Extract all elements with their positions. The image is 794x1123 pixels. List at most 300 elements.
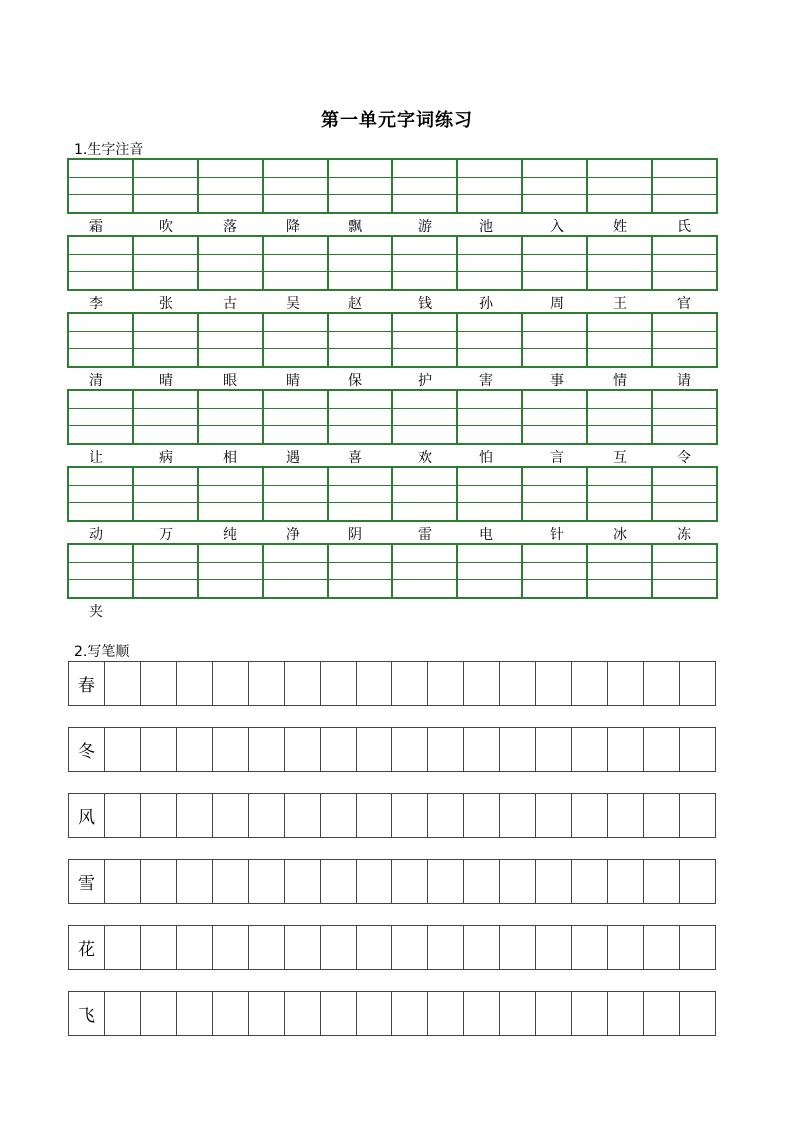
stroke-cell[interactable] [104, 926, 140, 969]
stroke-character: 冬 [77, 742, 95, 762]
pinyin-cell[interactable] [522, 313, 587, 331]
stroke-cell[interactable] [248, 662, 284, 705]
pinyin-cell[interactable] [392, 390, 457, 408]
stroke-cell[interactable] [607, 860, 643, 903]
pinyin-cell[interactable] [328, 349, 393, 367]
pinyin-cell[interactable] [392, 331, 457, 349]
pinyin-cell[interactable] [198, 236, 263, 254]
pinyin-cell[interactable] [392, 272, 457, 290]
vocab-character: 喜 [348, 450, 362, 466]
pinyin-cell[interactable] [652, 159, 717, 177]
stroke-cell[interactable] [212, 926, 248, 969]
pinyin-cell[interactable] [198, 408, 263, 426]
stroke-cell[interactable] [679, 926, 715, 969]
pinyin-cell[interactable] [457, 562, 522, 580]
stroke-cell[interactable] [463, 662, 499, 705]
pinyin-cell[interactable] [652, 272, 717, 290]
stroke-cell[interactable] [391, 926, 427, 969]
stroke-cell[interactable] [320, 662, 356, 705]
pinyin-cell[interactable] [198, 272, 263, 290]
pinyin-cell[interactable] [133, 331, 198, 349]
pinyin-cell[interactable] [68, 408, 133, 426]
stroke-cell[interactable] [427, 728, 463, 771]
pinyin-cell[interactable] [328, 503, 393, 521]
pinyin-cell[interactable] [328, 485, 393, 503]
pinyin-cell[interactable] [652, 485, 717, 503]
pinyin-cell[interactable] [133, 408, 198, 426]
stroke-cell[interactable] [535, 728, 571, 771]
stroke-cell[interactable] [176, 992, 212, 1035]
stroke-cell[interactable] [571, 728, 607, 771]
pinyin-cell[interactable] [198, 503, 263, 521]
stroke-cell[interactable] [391, 728, 427, 771]
pinyin-cell[interactable] [133, 467, 198, 485]
character-row [67, 368, 718, 389]
pinyin-cell[interactable] [133, 544, 198, 562]
stroke-cell[interactable] [499, 794, 535, 837]
pinyin-cell[interactable] [68, 562, 133, 580]
stroke-cell[interactable] [284, 992, 320, 1035]
pinyin-cell[interactable] [263, 426, 328, 444]
pinyin-cell[interactable] [522, 254, 587, 272]
stroke-cell[interactable] [248, 926, 284, 969]
pinyin-cell[interactable] [587, 349, 652, 367]
pinyin-cell[interactable] [328, 390, 393, 408]
pinyin-cell[interactable] [198, 331, 263, 349]
pinyin-cell[interactable] [263, 236, 328, 254]
pinyin-cell[interactable] [68, 485, 133, 503]
stroke-cell[interactable] [140, 794, 176, 837]
stroke-cell[interactable] [643, 794, 679, 837]
stroke-cell[interactable] [284, 728, 320, 771]
pinyin-cell[interactable] [198, 254, 263, 272]
stroke-cell[interactable] [104, 860, 140, 903]
stroke-cell[interactable] [427, 662, 463, 705]
stroke-cell[interactable] [176, 926, 212, 969]
stroke-cell[interactable] [499, 992, 535, 1035]
pinyin-cell[interactable] [652, 580, 717, 598]
pinyin-cell[interactable] [392, 467, 457, 485]
pinyin-cell[interactable] [392, 236, 457, 254]
stroke-cell[interactable] [463, 794, 499, 837]
pinyin-cell[interactable] [522, 272, 587, 290]
stroke-cell[interactable] [571, 926, 607, 969]
pinyin-cell[interactable] [522, 426, 587, 444]
pinyin-cell[interactable] [198, 349, 263, 367]
pinyin-cell[interactable] [392, 503, 457, 521]
pinyin-writing-grid [67, 543, 718, 599]
stroke-cell[interactable] [391, 860, 427, 903]
stroke-cell[interactable] [499, 728, 535, 771]
pinyin-cell[interactable] [587, 177, 652, 195]
pinyin-cell[interactable] [457, 236, 522, 254]
pinyin-cell[interactable] [133, 313, 198, 331]
pinyin-cell[interactable] [263, 562, 328, 580]
stroke-cell[interactable] [535, 794, 571, 837]
stroke-cell[interactable] [140, 662, 176, 705]
pinyin-cell[interactable] [457, 313, 522, 331]
pinyin-cell[interactable] [457, 580, 522, 598]
pinyin-cell[interactable] [198, 544, 263, 562]
pinyin-cell[interactable] [652, 467, 717, 485]
pinyin-cell[interactable] [263, 467, 328, 485]
pinyin-cell[interactable] [652, 331, 717, 349]
pinyin-cell[interactable] [68, 313, 133, 331]
pinyin-cell[interactable] [263, 159, 328, 177]
stroke-cell[interactable] [140, 860, 176, 903]
stroke-cell[interactable] [679, 662, 715, 705]
pinyin-cell[interactable] [263, 580, 328, 598]
pinyin-writing-grid [67, 466, 718, 522]
pinyin-cell[interactable] [457, 331, 522, 349]
pinyin-cell[interactable] [522, 408, 587, 426]
stroke-cell[interactable] [284, 860, 320, 903]
pinyin-cell[interactable] [587, 485, 652, 503]
stroke-cell[interactable] [176, 728, 212, 771]
stroke-cell[interactable] [248, 860, 284, 903]
pinyin-cell[interactable] [652, 408, 717, 426]
pinyin-cell[interactable] [587, 390, 652, 408]
stroke-cell[interactable] [391, 794, 427, 837]
pinyin-cell[interactable] [522, 177, 587, 195]
stroke-cell[interactable] [463, 860, 499, 903]
pinyin-cell[interactable] [68, 272, 133, 290]
pinyin-cell[interactable] [587, 503, 652, 521]
stroke-cell[interactable] [679, 992, 715, 1035]
stroke-cell[interactable] [176, 794, 212, 837]
pinyin-cell[interactable] [68, 177, 133, 195]
pinyin-cell[interactable] [587, 544, 652, 562]
pinyin-cell[interactable] [133, 195, 198, 213]
stroke-order-row [68, 793, 716, 838]
vocab-character: 保 [348, 373, 362, 389]
stroke-cell[interactable] [427, 926, 463, 969]
stroke-cell[interactable] [571, 662, 607, 705]
pinyin-cell[interactable] [457, 177, 522, 195]
pinyin-cell[interactable] [133, 159, 198, 177]
pinyin-cell[interactable] [263, 313, 328, 331]
pinyin-cell[interactable] [263, 544, 328, 562]
character-row [67, 291, 718, 312]
pinyin-cell[interactable] [392, 159, 457, 177]
stroke-cell[interactable] [212, 794, 248, 837]
stroke-cell[interactable] [643, 860, 679, 903]
pinyin-cell[interactable] [133, 390, 198, 408]
stroke-cell[interactable] [679, 794, 715, 837]
stroke-cell[interactable] [499, 662, 535, 705]
pinyin-cell[interactable] [328, 177, 393, 195]
stroke-cell[interactable] [356, 662, 392, 705]
pinyin-cell[interactable] [68, 236, 133, 254]
pinyin-cell[interactable] [522, 485, 587, 503]
stroke-cell[interactable] [248, 728, 284, 771]
pinyin-cell[interactable] [328, 408, 393, 426]
stroke-cell[interactable] [571, 992, 607, 1035]
pinyin-cell[interactable] [68, 544, 133, 562]
pinyin-cell[interactable] [198, 159, 263, 177]
pinyin-cell[interactable] [587, 236, 652, 254]
pinyin-cell[interactable] [392, 485, 457, 503]
pinyin-cell[interactable] [328, 159, 393, 177]
pinyin-cell[interactable] [457, 390, 522, 408]
stroke-cell[interactable] [535, 662, 571, 705]
pinyin-cell[interactable] [68, 159, 133, 177]
pinyin-cell[interactable] [392, 313, 457, 331]
stroke-cell[interactable] [176, 662, 212, 705]
pinyin-cell[interactable] [392, 408, 457, 426]
pinyin-cell[interactable] [652, 236, 717, 254]
stroke-character: 风 [77, 808, 95, 828]
stroke-cell[interactable] [320, 728, 356, 771]
stroke-order-row [68, 991, 716, 1036]
pinyin-cell[interactable] [133, 580, 198, 598]
stroke-cell[interactable] [499, 860, 535, 903]
stroke-cell[interactable] [284, 794, 320, 837]
vocab-character: 怕 [479, 450, 493, 466]
pinyin-cell[interactable] [392, 562, 457, 580]
pinyin-cell[interactable] [328, 467, 393, 485]
stroke-cell[interactable] [607, 794, 643, 837]
pinyin-cell[interactable] [328, 236, 393, 254]
pinyin-cell[interactable] [587, 195, 652, 213]
pinyin-cell[interactable] [328, 562, 393, 580]
pinyin-cell[interactable] [587, 331, 652, 349]
pinyin-cell[interactable] [328, 331, 393, 349]
pinyin-cell[interactable] [263, 408, 328, 426]
pinyin-cell[interactable] [587, 562, 652, 580]
pinyin-cell[interactable] [652, 195, 717, 213]
pinyin-cell[interactable] [652, 562, 717, 580]
stroke-cell[interactable] [643, 728, 679, 771]
pinyin-writing-grid [67, 312, 718, 368]
pinyin-cell[interactable] [68, 349, 133, 367]
stroke-cell[interactable] [320, 860, 356, 903]
pinyin-cell[interactable] [522, 503, 587, 521]
pinyin-cell[interactable] [587, 580, 652, 598]
stroke-cell[interactable] [212, 860, 248, 903]
stroke-cell[interactable] [212, 662, 248, 705]
pinyin-cell[interactable] [587, 426, 652, 444]
pinyin-cell[interactable] [133, 426, 198, 444]
pinyin-group [67, 466, 718, 543]
pinyin-cell[interactable] [457, 485, 522, 503]
pinyin-cell[interactable] [522, 580, 587, 598]
stroke-cell[interactable] [643, 926, 679, 969]
pinyin-cell[interactable] [328, 580, 393, 598]
pinyin-cell[interactable] [133, 272, 198, 290]
pinyin-cell[interactable] [522, 159, 587, 177]
pinyin-cell[interactable] [652, 544, 717, 562]
vocab-character: 游 [418, 219, 432, 235]
stroke-cell[interactable] [320, 992, 356, 1035]
pinyin-cell[interactable] [328, 426, 393, 444]
pinyin-cell[interactable] [457, 408, 522, 426]
stroke-cell[interactable] [212, 728, 248, 771]
pinyin-cell[interactable] [68, 503, 133, 521]
stroke-cell[interactable] [248, 992, 284, 1035]
stroke-cell[interactable] [284, 662, 320, 705]
pinyin-cell[interactable] [263, 177, 328, 195]
pinyin-cell[interactable] [457, 503, 522, 521]
pinyin-cell[interactable] [652, 177, 717, 195]
pinyin-cell[interactable] [198, 580, 263, 598]
stroke-cell[interactable] [140, 926, 176, 969]
pinyin-cell[interactable] [133, 485, 198, 503]
stroke-cell[interactable] [535, 926, 571, 969]
pinyin-cell[interactable] [328, 272, 393, 290]
pinyin-cell[interactable] [457, 467, 522, 485]
character-row [67, 445, 718, 466]
pinyin-cell[interactable] [652, 503, 717, 521]
pinyin-cell[interactable] [263, 349, 328, 367]
stroke-cell[interactable] [427, 992, 463, 1035]
pinyin-cell[interactable] [457, 349, 522, 367]
pinyin-cell[interactable] [457, 272, 522, 290]
pinyin-cell[interactable] [263, 390, 328, 408]
stroke-cell[interactable] [320, 926, 356, 969]
pinyin-cell[interactable] [263, 485, 328, 503]
pinyin-cell[interactable] [392, 254, 457, 272]
pinyin-cell[interactable] [68, 195, 133, 213]
stroke-cell[interactable] [463, 728, 499, 771]
stroke-cell[interactable] [104, 728, 140, 771]
pinyin-cell[interactable] [587, 467, 652, 485]
pinyin-cell[interactable] [198, 177, 263, 195]
pinyin-cell[interactable] [263, 272, 328, 290]
stroke-cell[interactable] [212, 992, 248, 1035]
pinyin-cell[interactable] [522, 349, 587, 367]
pinyin-cell[interactable] [392, 177, 457, 195]
pinyin-cell[interactable] [68, 580, 133, 598]
pinyin-cell[interactable] [263, 254, 328, 272]
pinyin-cell[interactable] [587, 408, 652, 426]
stroke-cell[interactable] [607, 992, 643, 1035]
pinyin-cell[interactable] [198, 467, 263, 485]
stroke-cell[interactable] [679, 728, 715, 771]
vocab-character: 情 [613, 373, 627, 389]
pinyin-cell[interactable] [587, 159, 652, 177]
stroke-cell[interactable] [356, 728, 392, 771]
stroke-cell[interactable] [643, 662, 679, 705]
pinyin-cell[interactable] [68, 331, 133, 349]
pinyin-cell[interactable] [68, 426, 133, 444]
stroke-cell[interactable] [284, 926, 320, 969]
stroke-cell[interactable] [607, 728, 643, 771]
pinyin-cell[interactable] [392, 195, 457, 213]
pinyin-cell[interactable] [133, 503, 198, 521]
pinyin-cell[interactable] [198, 390, 263, 408]
pinyin-cell[interactable] [522, 544, 587, 562]
stroke-cell[interactable] [463, 992, 499, 1035]
pinyin-cell[interactable] [198, 195, 263, 213]
stroke-cell[interactable] [391, 992, 427, 1035]
pinyin-cell[interactable] [133, 562, 198, 580]
pinyin-cell[interactable] [133, 177, 198, 195]
stroke-cell[interactable] [643, 992, 679, 1035]
pinyin-cell[interactable] [587, 313, 652, 331]
pinyin-cell[interactable] [133, 254, 198, 272]
stroke-cell[interactable] [607, 926, 643, 969]
stroke-cell[interactable] [176, 860, 212, 903]
pinyin-cell[interactable] [392, 544, 457, 562]
pinyin-cell[interactable] [457, 426, 522, 444]
stroke-cell[interactable] [356, 794, 392, 837]
pinyin-cell[interactable] [652, 254, 717, 272]
pinyin-cell[interactable] [392, 426, 457, 444]
pinyin-cell[interactable] [392, 349, 457, 367]
stroke-cell[interactable] [427, 860, 463, 903]
stroke-cell[interactable] [571, 860, 607, 903]
stroke-cell[interactable] [535, 860, 571, 903]
pinyin-cell[interactable] [328, 313, 393, 331]
pinyin-cell[interactable] [328, 254, 393, 272]
pinyin-cell[interactable] [133, 349, 198, 367]
stroke-cell[interactable] [356, 860, 392, 903]
stroke-cell[interactable] [140, 992, 176, 1035]
pinyin-cell[interactable] [522, 331, 587, 349]
stroke-cell[interactable] [427, 794, 463, 837]
vocab-character: 相 [223, 450, 237, 466]
pinyin-cell[interactable] [198, 485, 263, 503]
stroke-cell[interactable] [391, 662, 427, 705]
pinyin-cell[interactable] [587, 272, 652, 290]
pinyin-cell[interactable] [652, 426, 717, 444]
pinyin-group [67, 543, 718, 620]
pinyin-cell[interactable] [522, 390, 587, 408]
pinyin-cell[interactable] [457, 544, 522, 562]
stroke-cell[interactable] [499, 926, 535, 969]
pinyin-cell[interactable] [457, 254, 522, 272]
pinyin-cell[interactable] [263, 331, 328, 349]
pinyin-cell[interactable] [522, 195, 587, 213]
stroke-cell[interactable] [320, 794, 356, 837]
stroke-cell[interactable] [571, 794, 607, 837]
stroke-cell[interactable] [104, 992, 140, 1035]
stroke-cell[interactable] [356, 926, 392, 969]
pinyin-cell[interactable] [587, 254, 652, 272]
pinyin-cell[interactable] [652, 313, 717, 331]
pinyin-cell[interactable] [68, 254, 133, 272]
pinyin-cell[interactable] [457, 195, 522, 213]
pinyin-cell[interactable] [652, 349, 717, 367]
stroke-cell[interactable] [679, 860, 715, 903]
stroke-cell[interactable] [463, 926, 499, 969]
stroke-cell[interactable] [248, 794, 284, 837]
stroke-cell[interactable] [535, 992, 571, 1035]
pinyin-cell[interactable] [522, 562, 587, 580]
stroke-cell[interactable] [356, 992, 392, 1035]
pinyin-cell[interactable] [328, 195, 393, 213]
pinyin-cell[interactable] [198, 562, 263, 580]
stroke-cell[interactable] [607, 662, 643, 705]
pinyin-cell[interactable] [263, 503, 328, 521]
pinyin-cell[interactable] [198, 313, 263, 331]
stroke-cell[interactable] [104, 794, 140, 837]
pinyin-cell[interactable] [392, 580, 457, 598]
stroke-cell[interactable] [140, 728, 176, 771]
pinyin-cell[interactable] [522, 236, 587, 254]
pinyin-cell[interactable] [328, 544, 393, 562]
pinyin-cell[interactable] [652, 390, 717, 408]
pinyin-cell[interactable] [68, 467, 133, 485]
pinyin-cell[interactable] [457, 159, 522, 177]
pinyin-cell[interactable] [198, 426, 263, 444]
pinyin-cell[interactable] [133, 236, 198, 254]
pinyin-cell[interactable] [522, 467, 587, 485]
pinyin-cell[interactable] [263, 195, 328, 213]
stroke-cell[interactable] [104, 662, 140, 705]
pinyin-cell[interactable] [68, 390, 133, 408]
